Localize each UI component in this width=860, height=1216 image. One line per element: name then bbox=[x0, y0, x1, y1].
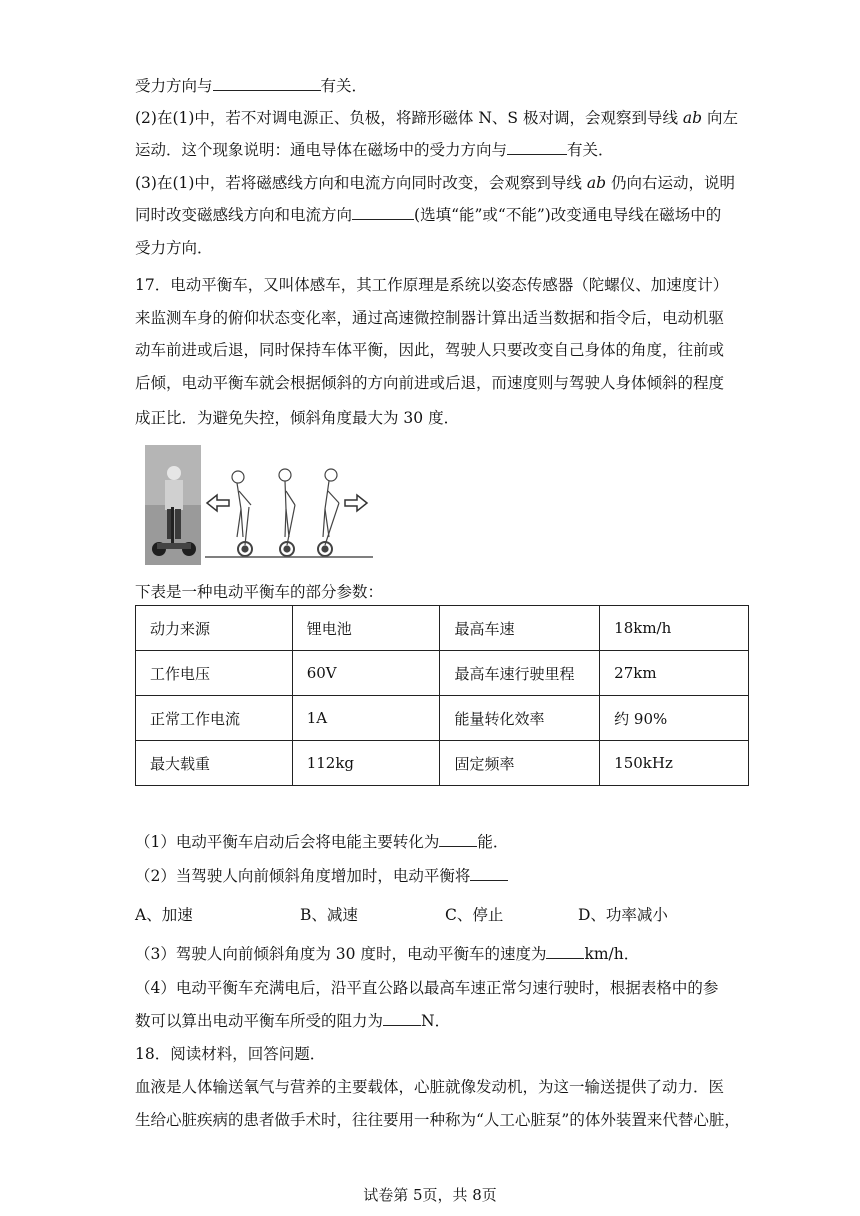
q17-subquestion-2: （2）当驾驶人向前倾斜角度增加时，电动平衡将 bbox=[135, 866, 508, 886]
parameter-table bbox=[135, 605, 749, 786]
q18-heading: 18．阅读材料，回答问题． bbox=[135, 1045, 326, 1063]
q17-text-line-5: 成正比．为避免失控，倾斜角度最大为 30 度． bbox=[135, 409, 460, 427]
rider-leaning-back bbox=[232, 471, 252, 556]
answer-blank[interactable] bbox=[470, 866, 508, 881]
q17-subquestion-3: （3）驾驶人向前倾斜角度为 30 度时，电动平衡车的速度为 km/h． bbox=[135, 945, 640, 963]
rider-upright bbox=[279, 469, 295, 556]
q16-part-2-line-2: 运动．这个现象说明：通电导体在磁场中的受力方向与 有关． bbox=[135, 141, 614, 159]
q16-part-3-line-3: 受力方向． bbox=[135, 239, 213, 257]
table-cell: 固定频率 bbox=[440, 741, 600, 786]
q16-part-3-line-1: (3)在(1)中，若将磁感线方向和电流方向同时改变，会观察到导线 ab 仍向右运动，说明 bbox=[135, 174, 735, 192]
q17-subquestion-4-line-2: 数可以算出电动平衡车所受的阻力为 N． bbox=[135, 1012, 451, 1030]
table-row bbox=[136, 696, 749, 741]
table-cell: 150kHz bbox=[600, 741, 749, 786]
answer-blank[interactable] bbox=[439, 832, 477, 847]
table-row bbox=[136, 651, 749, 696]
balance-scooter-figure bbox=[145, 445, 373, 565]
answer-blank[interactable] bbox=[213, 76, 321, 91]
answer-blank[interactable] bbox=[507, 140, 567, 155]
table-cell: 约 90% bbox=[600, 696, 749, 741]
q17-text-line-1: 17．电动平衡车，又叫体感车，其工作原理是系统以姿态传感器（陀螺仪、加速度计） bbox=[135, 276, 729, 294]
table-cell: 60V bbox=[292, 651, 440, 696]
answer-blank[interactable] bbox=[352, 205, 414, 220]
q17-option-c[interactable]: C、停止 bbox=[445, 906, 504, 924]
q18-text-line-1: 血液是人体输送氧气与营养的主要载体，心脏就像发动机，为这一输送提供了动力．医 bbox=[135, 1078, 725, 1096]
table-cell: 锂电池 bbox=[292, 606, 440, 651]
q17-text-line-3: 动车前进或后退，同时保持车体平衡，因此，驾驶人只要改变自己身体的角度，往前或 bbox=[135, 341, 725, 359]
backward-arrow-icon bbox=[207, 495, 229, 511]
table-row bbox=[136, 741, 749, 786]
answer-blank[interactable] bbox=[546, 944, 584, 959]
q17-subquestion-1: （1）电动平衡车启动后会将电能主要转化为 能． bbox=[135, 833, 509, 851]
q17-subquestion-4-line-1: （4）电动平衡车充满电后，沿平直公路以最高车速正常匀速行驶时，根据表格中的参 bbox=[135, 979, 719, 997]
table-intro: 下表是一种电动平衡车的部分参数： bbox=[135, 583, 384, 601]
q18-text-line-2: 生给心脏疾病的患者做手术时，往往要用一种称为“人工心脏泵”的体外装置来代替心脏， bbox=[135, 1111, 740, 1129]
q16-line-1: 受力方向与 有关． bbox=[135, 77, 368, 95]
q17-text-line-2: 来监测车身的俯仰状态变化率，通过高速微控制器计算出适当数据和指令后，电动机驱 bbox=[135, 309, 725, 327]
table-cell: 动力来源 bbox=[136, 606, 293, 651]
table-cell: 1A bbox=[292, 696, 440, 741]
page-footer: 试卷第 5页，共 8页 bbox=[363, 1186, 497, 1204]
table-cell: 最高车速 bbox=[440, 606, 600, 651]
table-cell: 27km bbox=[600, 651, 749, 696]
q16-part-2-line-1: (2)在(1)中，若不对调电源正、负极，将蹄形磁体 N、S 极对调，会观察到导线 ab 向左 bbox=[135, 109, 738, 127]
table-row bbox=[136, 606, 749, 651]
q17-text-line-4: 后倾，电动平衡车就会根据倾斜的方向前进或后退，而速度则与驾驶人身体倾斜的程度 bbox=[135, 374, 725, 392]
table-cell: 18km/h bbox=[600, 606, 749, 651]
q17-option-a[interactable]: A、加速 bbox=[135, 906, 193, 924]
table-cell: 能量转化效率 bbox=[440, 696, 600, 741]
q17-option-d[interactable]: D、功率减小 bbox=[578, 906, 668, 924]
q17-option-b[interactable]: B、减速 bbox=[300, 906, 358, 924]
answer-blank[interactable] bbox=[383, 1011, 421, 1026]
rider-leaning-forward bbox=[318, 469, 339, 556]
table-cell: 112kg bbox=[292, 741, 440, 786]
forward-arrow-icon bbox=[345, 495, 367, 511]
rider-photo bbox=[145, 445, 201, 565]
table-cell: 正常工作电流 bbox=[136, 696, 293, 741]
table-cell: 工作电压 bbox=[136, 651, 293, 696]
q16-part-3-line-2: 同时改变磁感线方向和电流方向 (选填“能”或“不能”)改变通电导线在磁场中的 bbox=[135, 206, 722, 224]
table-cell: 最高车速行驶里程 bbox=[440, 651, 600, 696]
table-cell: 最大载重 bbox=[136, 741, 293, 786]
